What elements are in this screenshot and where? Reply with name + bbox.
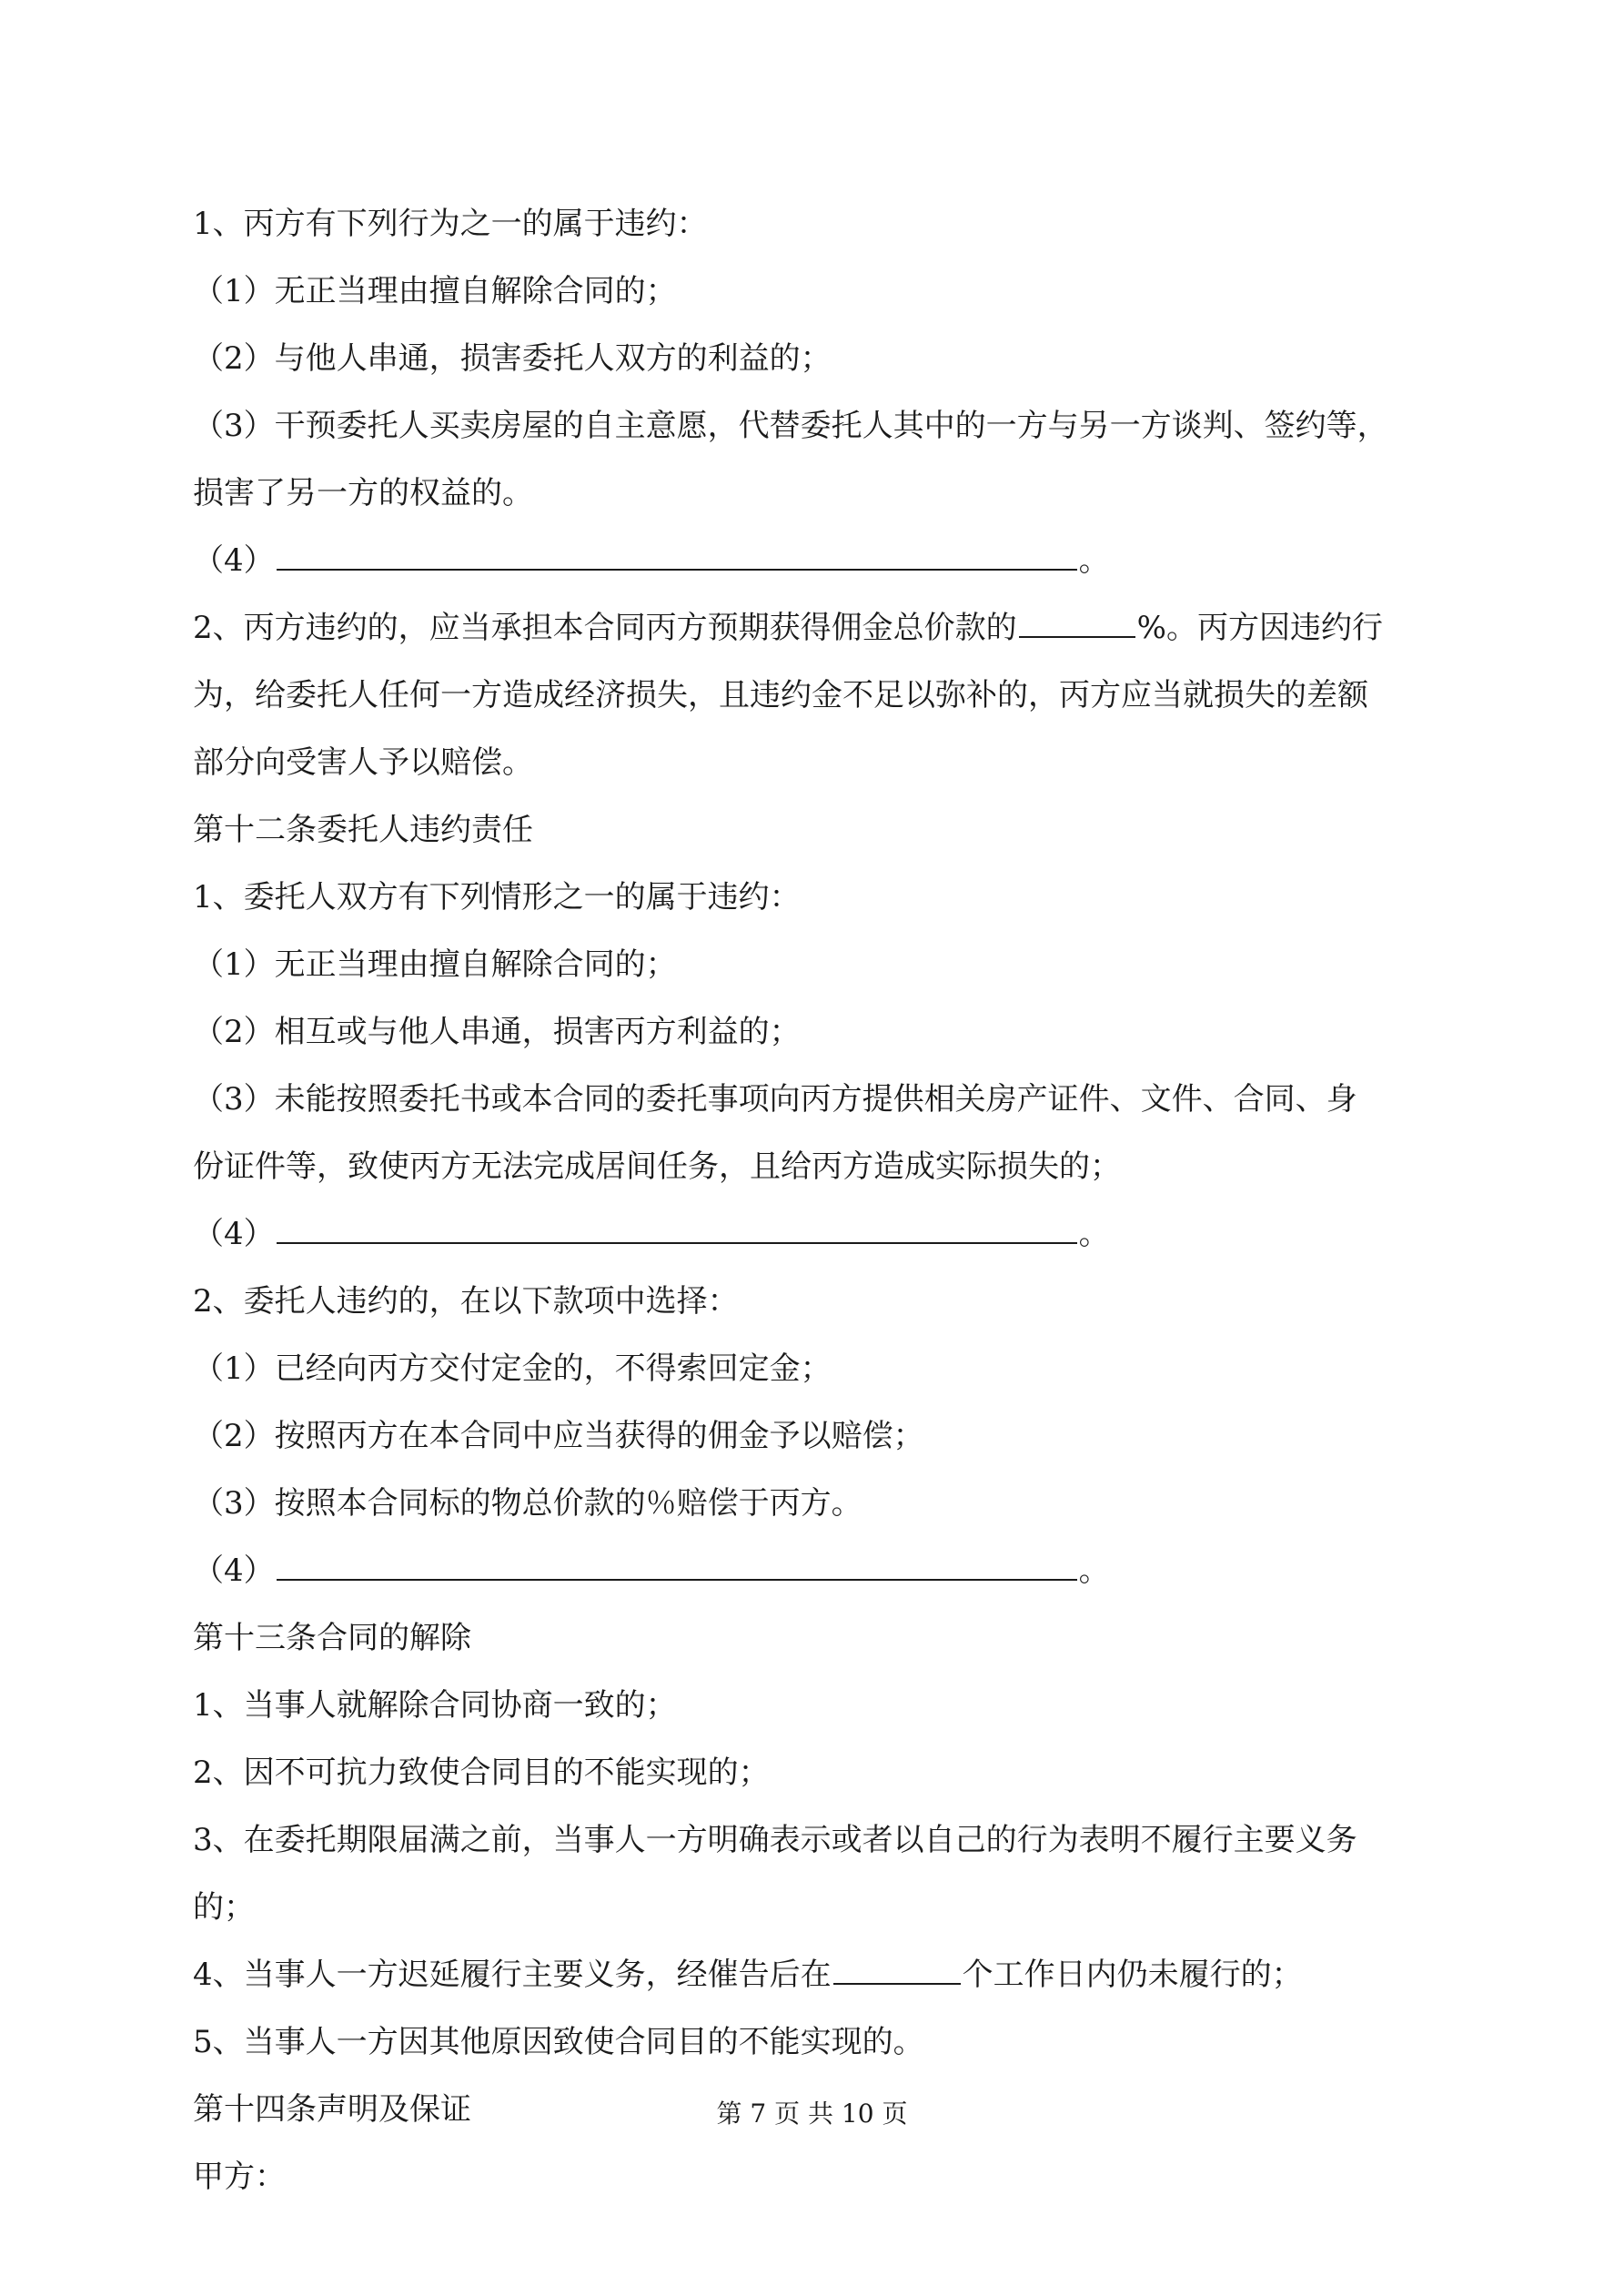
clause-13-5: 5、当事人一方因其他原因致使合同目的不能实现的。 [193,2024,924,2060]
article-14-heading: 第十四条声明及保证 [193,2091,471,2128]
clause-11-2: 2、丙方违约的，应当承担本合同丙方预期获得佣金总价款的 %。丙方因违约行 [193,602,1448,653]
clause-13-2: 2、因不可抗力致使合同目的不能实现的； [193,1755,770,1791]
fill-blank[interactable] [277,1209,1077,1244]
clause-12-1-item-4: （4） 。 [193,1209,1448,1259]
fill-blank[interactable] [277,1546,1077,1581]
clause-11-1-item-4: （4） 。 [193,535,1448,586]
clause-11-1-item-3-cont: 损害了另一方的权益的。 [193,475,533,511]
fill-blank[interactable] [277,536,1077,571]
clause-11-1: 1、丙方有下列行为之一的属于违约： [193,206,708,242]
clause-13-3: 3、在委托期限届满之前，当事人一方明确表示或者以自己的行为表明不履行主要义务 [193,1822,1357,1858]
clause-12-2-item-4: （4） 。 [193,1545,1448,1596]
clause-12-2-item-1: （1）已经向丙方交付定金的，不得索回定金； [193,1350,832,1387]
clause-11-2-cont-1: 为，给委托人任何一方造成经济损失，且违约金不足以弥补的，丙方应当就损失的差额 [193,677,1368,713]
page-number: 第 7 页 共 10 页 [716,2099,908,2129]
clause-12-2-item-3: （3）按照本合同标的物总价款的％赔偿于丙方。 [193,1485,862,1522]
party-a-label: 甲方： [193,2159,286,2195]
clause-11-1-item-3: （3）干预委托人买卖房屋的自主意愿，代替委托人其中的一方与另一方谈判、签约等， [193,408,1388,444]
clause-12-1-item-3-cont: 份证件等，致使丙方无法完成居间任务，且给丙方造成实际损失的； [193,1148,1121,1185]
clause-13-1: 1、当事人就解除合同协商一致的； [193,1687,677,1724]
clause-12-1-item-3: （3）未能按照委托书或本合同的委托事项向丙方提供相关房产证件、文件、合同、身 [193,1081,1357,1118]
clause-13-4: 4、当事人一方迟延履行主要义务，经催告后在 个工作日内仍未履行的； [193,1949,1448,2000]
clause-12-1: 1、委托人双方有下列情形之一的属于违约： [193,879,801,915]
clause-12-2-item-2: （2）按照丙方在本合同中应当获得的佣金予以赔偿； [193,1418,924,1454]
percent-blank[interactable] [1019,603,1135,638]
article-12-heading: 第十二条委托人违约责任 [193,812,533,848]
clause-12-1-item-1: （1）无正当理由擅自解除合同的； [193,946,677,983]
clause-13-3-cont: 的； [193,1889,255,1926]
clause-12-1-item-2: （2）相互或与他人串通，损害丙方利益的； [193,1014,801,1050]
article-13-heading: 第十三条合同的解除 [193,1620,471,1656]
clause-12-2: 2、委托人违约的，在以下款项中选择： [193,1283,739,1320]
days-blank[interactable] [833,1950,961,1985]
document-body [193,198,1448,2219]
clause-11-1-item-1: （1）无正当理由擅自解除合同的； [193,273,677,309]
clause-11-1-item-2: （2）与他人串通，损害委托人双方的利益的； [193,340,832,377]
clause-11-2-cont-2: 部分向受害人予以赔偿。 [193,744,533,781]
page-footer [0,2096,1624,2132]
